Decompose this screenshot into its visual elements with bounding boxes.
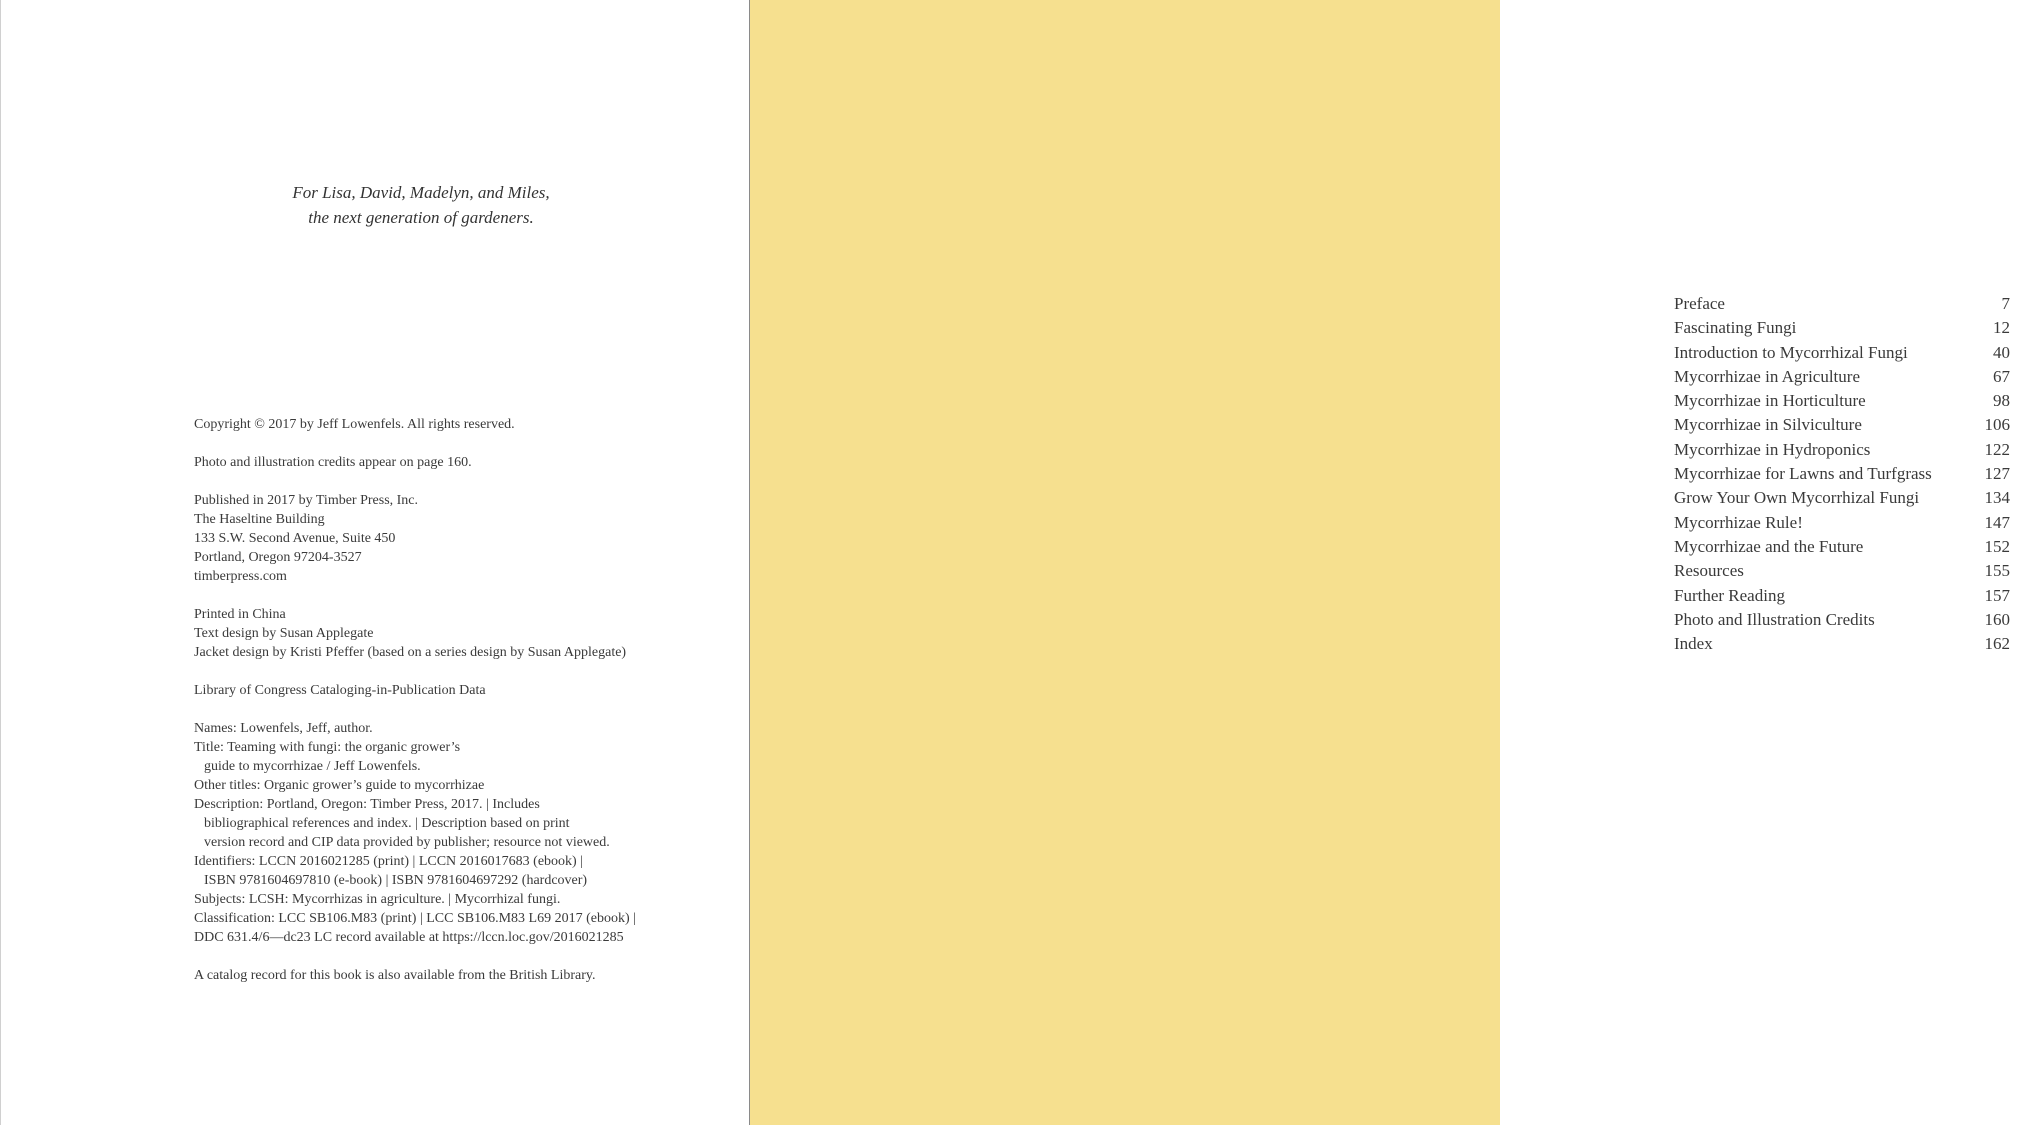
block-spacer — [194, 947, 714, 966]
dedication — [181, 180, 661, 230]
toc-entry-page: 98 — [1993, 391, 2010, 411]
copyright-block — [194, 719, 714, 947]
toc-entry-title: Mycorrhizae in Agriculture — [1674, 366, 1860, 386]
toc-entry — [1674, 316, 2010, 340]
copyright-line: timberpress.com — [194, 569, 287, 584]
toc-entry-title: Mycorrhizae Rule! — [1674, 512, 1803, 532]
copyright-line: Published in 2017 by Timber Press, Inc. — [194, 493, 419, 508]
copyright-line: version record and CIP data provided by publisher; resource not viewed. — [204, 835, 610, 850]
toc-entry — [1674, 486, 2010, 510]
toc-entry — [1674, 341, 2010, 365]
toc-entry — [1674, 632, 2010, 656]
toc-entry — [1674, 292, 2010, 316]
copyright-block — [194, 966, 714, 985]
toc-entry-page: 134 — [1984, 488, 2010, 508]
contents-heading: CONTENTS — [1668, 92, 2039, 181]
copyright-line: Other titles: Organic grower’s guide to mycorrhizae — [194, 778, 485, 793]
copyright-text — [194, 415, 714, 985]
copyright-line: Portland, Oregon 97204-3527 — [194, 550, 362, 565]
block-spacer — [194, 662, 714, 681]
toc-entry-title: Photo and Illustration Credits — [1674, 609, 1875, 629]
toc-entry-title: Mycorrhizae in Horticulture — [1674, 391, 1866, 411]
table-of-contents — [1674, 292, 2010, 656]
block-spacer — [194, 472, 714, 491]
toc-entry-title: Grow Your Own Mycorrhizal Fungi — [1674, 488, 1920, 508]
copyright-line: Names: Lowenfels, Jeff, author. — [194, 721, 373, 736]
toc-entry-title: Mycorrhizae and the Future — [1674, 536, 1864, 556]
copyright-line: Text design by Susan Applegate — [194, 626, 374, 641]
copyright-line: Library of Congress Cataloging-in-Publication Data — [194, 683, 486, 698]
contents-page — [750, 0, 2039, 1125]
copyright-line: DDC 631.4/6—dc23 LC record available at https://lccn.loc.gov/2016021285 — [194, 930, 624, 945]
toc-entry — [1674, 535, 2010, 559]
toc-entry-page: 40 — [1993, 342, 2010, 362]
toc-entry-title: Mycorrhizae in Silviculture — [1674, 415, 1862, 435]
toc-entry-title: Mycorrhizae in Hydroponics — [1674, 439, 1871, 459]
copyright-line: ISBN 9781604697810 (e-book) | ISBN 9781604697292 (hardcover) — [204, 873, 588, 888]
toc-entry-title: Further Reading — [1674, 585, 1785, 605]
toc-entry — [1674, 389, 2010, 413]
toc-entry-title: Fascinating Fungi — [1674, 318, 1797, 338]
toc-entry — [1674, 608, 2010, 632]
copyright-block — [194, 415, 714, 434]
toc-entry — [1674, 559, 2010, 583]
toc-entry — [1674, 584, 2010, 608]
toc-entry — [1674, 462, 2010, 486]
block-spacer — [194, 586, 714, 605]
copyright-line: A catalog record for this book is also available from the British Library. — [194, 968, 596, 983]
toc-entry-page: 157 — [1984, 585, 2010, 605]
copyright-line: bibliographical references and index. | Description based on print — [204, 816, 570, 831]
toc-entry-page: 12 — [1993, 318, 2010, 338]
toc-entry — [1674, 438, 2010, 462]
toc-entry-title: Preface — [1674, 294, 1725, 313]
toc-entry-title: Introduction to Mycorrhizal Fungi — [1674, 342, 1908, 362]
copyright-line: Copyright © 2017 by Jeff Lowenfels. All rights reserved. — [194, 417, 515, 432]
toc-entry-title: Index — [1674, 634, 1713, 654]
toc-entry-page: 160 — [1984, 609, 2010, 629]
copyright-block — [194, 453, 714, 472]
toc-entry — [1674, 413, 2010, 437]
block-spacer — [194, 700, 714, 719]
toc-entry-page: 147 — [1984, 512, 2010, 532]
copyright-block — [194, 681, 714, 700]
copyright-line: Title: Teaming with fungi: the organic grower’s — [194, 740, 461, 755]
toc-entry — [1674, 511, 2010, 535]
dedication-line: the next generation of gardeners. — [308, 208, 534, 227]
copyright-line: Description: Portland, Oregon: Timber Press, 2017. | Includes — [194, 797, 540, 812]
copyright-line: guide to mycorrhizae / Jeff Lowenfels. — [204, 759, 421, 774]
toc-entry-page: 162 — [1984, 634, 2010, 654]
copyright-line: Jacket design by Kristi Pfeffer (based on a series design by Susan Applegate) — [194, 645, 627, 660]
toc-entry-page: 7 — [2001, 294, 2010, 313]
copyright-page — [0, 0, 749, 1125]
copyright-line: 133 S.W. Second Avenue, Suite 450 — [194, 531, 396, 546]
block-spacer — [194, 434, 714, 453]
copyright-line: The Haseltine Building — [194, 512, 325, 527]
toc-entry-title: Mycorrhizae for Lawns and Turfgrass — [1674, 464, 1932, 484]
toc-entry-page: 127 — [1984, 464, 2010, 484]
copyright-line: Classification: LCC SB106.M83 (print) | LCC SB106.M83 L69 2017 (ebook) | — [194, 911, 636, 926]
toc-entry-title: Resources — [1674, 561, 1744, 581]
copyright-line: Photo and illustration credits appear on page 160. — [194, 455, 472, 470]
toc-entry-page: 67 — [1993, 366, 2010, 386]
toc-entry-page: 152 — [1984, 536, 2010, 556]
copyright-line: Printed in China — [194, 607, 286, 622]
toc-entry-page: 106 — [1984, 415, 2010, 435]
toc-entry-page: 155 — [1984, 561, 2010, 581]
copyright-line: Subjects: LCSH: Mycorrhizas in agriculture. | Mycorrhizal fungi. — [194, 892, 561, 907]
toc-entry — [1674, 365, 2010, 389]
copyright-block — [194, 605, 714, 662]
dedication-line: For Lisa, David, Madelyn, and Miles, — [292, 183, 550, 202]
toc-entry-page: 122 — [1984, 439, 2010, 459]
copyright-block — [194, 491, 714, 586]
copyright-line: Identifiers: LCCN 2016021285 (print) | LCCN 2016017683 (ebook) | — [194, 854, 584, 869]
